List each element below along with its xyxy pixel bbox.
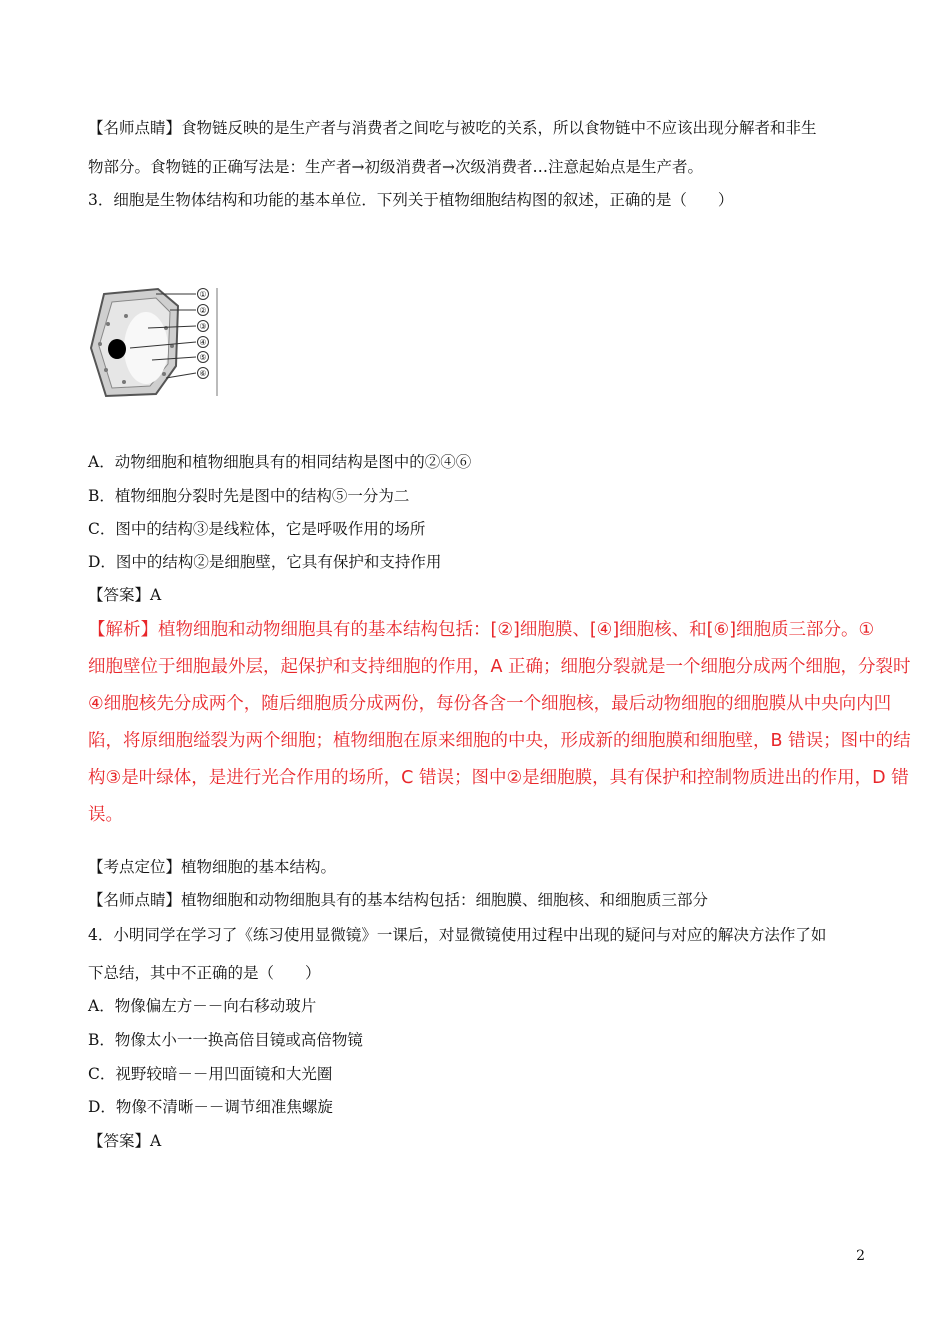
q3-tip: 【名师点睛】植物细胞和动物细胞具有的基本结构包括：细胞膜、细胞核、和细胞质三部分: [88, 891, 709, 909]
q3-option-b: B．植物细胞分裂时先是图中的结构⑤一分为二: [88, 487, 410, 505]
q3-analysis-line-3: ④细胞核先分成两个，随后细胞质分成两份，每份各含一个细胞核，最后动物细胞的细胞膜从中央向内凹: [88, 694, 892, 714]
q3-option-d: D．图中的结构②是细胞壁，它具有保护和支持作用: [88, 553, 442, 571]
figure-label-4: ④: [199, 338, 207, 347]
q3-kaodian: 【考点定位】植物细胞的基本结构。: [88, 858, 337, 876]
q3-option-a: A．动物细胞和植物细胞具有的相同结构是图中的②④⑥: [88, 453, 472, 471]
figure-label-3: ③: [199, 322, 207, 331]
q4-option-b: B．物像太小一一换高倍目镜或高倍物镜: [88, 1031, 363, 1049]
q3-analysis-line-4: 陷，将原细胞缢裂为两个细胞；植物细胞在原来细胞的中央，形成新的细胞膜和细胞壁，B 错误；图中的结: [88, 731, 911, 751]
figure-label-1: ①: [199, 290, 207, 299]
q4-option-c: C．视野较暗－－用凹面镜和大光圈: [88, 1065, 333, 1083]
q2-tip-line-2: 物部分。食物链的正确写法是：生产者→初级消费者→次级消费者…注意起始点是生产者。: [88, 158, 703, 176]
q4-answer: 【答案】A: [88, 1132, 162, 1150]
q2-tip-line-1: 【名师点睛】食物链反映的是生产者与消费者之间吃与被吃的关系，所以食物链中不应该出现分解者和非生: [88, 119, 817, 137]
q4-stem-line-2: 下总结，其中不正确的是（ ）: [88, 964, 321, 982]
q3-answer: 【答案】A: [88, 586, 162, 604]
q4-option-d: D．物像不清晰－－调节细准焦螺旋: [88, 1098, 333, 1116]
q3-option-c: C．图中的结构③是线粒体，它是呼吸作用的场所: [88, 520, 426, 538]
figure-label-6: ⑥: [199, 369, 207, 378]
q3-analysis-line-1: 【解析】植物细胞和动物细胞具有的基本结构包括：[②]细胞膜、[④]细胞核、和[⑥]细胞质三部分。①: [88, 620, 875, 640]
q4-stem-line-1: 4．小明同学在学习了《练习使用显微镜》一课后，对显微镜使用过程中出现的疑问与对应的解决方法作了如: [88, 926, 827, 944]
figure-label-2: ②: [199, 306, 207, 315]
q3-stem: 3．细胞是生物体结构和功能的基本单位．下列关于植物细胞结构图的叙述，正确的是（ ）: [88, 191, 734, 209]
page-number: 2: [856, 1248, 865, 1264]
plant-cell-diagram: [86, 286, 226, 404]
q3-analysis-line-5: 构③是叶绿体，是进行光合作用的场所，C 错误；图中②是细胞膜，具有保护和控制物质进出的作用，D 错: [88, 768, 909, 788]
q3-analysis-line-6: 误。: [88, 805, 123, 825]
q3-analysis-line-2: 细胞壁位于细胞最外层，起保护和支持细胞的作用，A 正确；细胞分裂就是一个细胞分成两个细胞，分裂时: [88, 657, 911, 677]
figure-label-5: ⑤: [199, 353, 207, 362]
q4-option-a: A．物像偏左方－－向右移动玻片: [88, 997, 317, 1015]
